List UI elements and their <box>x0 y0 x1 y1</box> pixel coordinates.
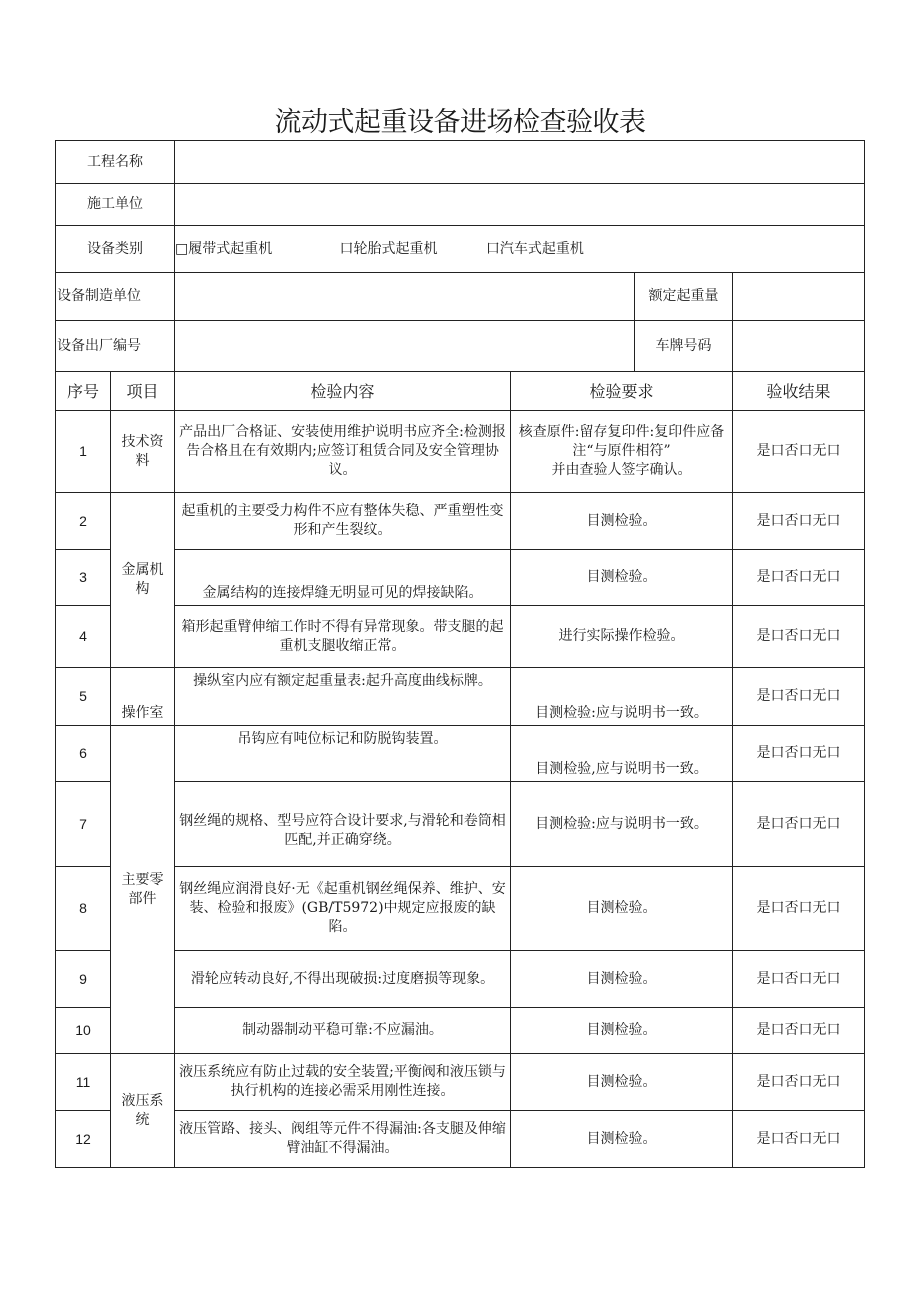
construction-unit-row <box>56 184 865 226</box>
row-content: 箱形起重臂伸缩工作时不得有异常现象。带支腿的起重机支腿收缩正常。 <box>175 606 511 668</box>
project-name-field[interactable] <box>175 141 865 184</box>
wheel-crane-checkbox[interactable]: 口轮胎式起重机 <box>339 240 438 257</box>
serial-field[interactable] <box>175 321 635 372</box>
row-requirement: 目测检验。 <box>511 951 733 1008</box>
row-result[interactable]: 是口否口无口 <box>733 411 865 493</box>
row-result[interactable]: 是口否口无口 <box>733 1111 865 1168</box>
header-content: 检验内容 <box>175 372 511 411</box>
table-header <box>56 372 865 411</box>
row-content: 滑轮应转动良好,不得出现破损:过度磨损等现象。 <box>175 951 511 1008</box>
row-result[interactable]: 是口否口无口 <box>733 1054 865 1111</box>
group-metal: 金属机构 <box>111 493 175 668</box>
requirement-line-1: 核查原件:留存复印件:复印件应备注“与原件相符” <box>518 424 725 459</box>
row-number: 2 <box>56 493 111 550</box>
page-title: 流动式起重设备进场检查验收表 <box>274 107 646 138</box>
row-result[interactable]: 是口否口无口 <box>733 668 865 726</box>
row-requirement: 目测检验。 <box>511 867 733 951</box>
row-content: 钢丝绳的规格、型号应符合设计要求,与滑轮和卷筒相匹配,并正确穿绕。 <box>175 782 511 867</box>
equipment-type-label: 设备类别 <box>56 226 175 273</box>
header-item: 项目 <box>111 372 175 411</box>
row-requirement: 目测检验:应与说明书一致。 <box>511 668 733 726</box>
table-row <box>56 726 865 782</box>
table-row <box>56 493 865 550</box>
row-result[interactable]: 是口否口无口 <box>733 782 865 867</box>
row-number: 9 <box>56 951 111 1008</box>
row-number: 6 <box>56 726 111 782</box>
row-number: 11 <box>56 1054 111 1111</box>
row-content: 操纵室内应有额定起重量表:起升高度曲线标牌。 <box>175 668 511 726</box>
row-result[interactable]: 是口否口无口 <box>733 1008 865 1054</box>
table-row <box>56 411 865 493</box>
table-row <box>56 668 865 726</box>
plate-field[interactable] <box>733 321 865 372</box>
group-parts: 主要零部件 <box>111 726 175 1054</box>
project-name-row <box>56 141 865 184</box>
table-row <box>56 550 865 606</box>
table-row <box>56 606 865 668</box>
header-result: 验收结果 <box>733 372 865 411</box>
table-row <box>56 951 865 1008</box>
serial-label: 设备出厂编号 <box>56 321 175 372</box>
row-number: 5 <box>56 668 111 726</box>
row-content: 金属结构的连接焊缝无明显可见的焊接缺陷。 <box>175 550 511 606</box>
row-number: 4 <box>56 606 111 668</box>
equipment-type-options <box>175 226 865 273</box>
inspection-table <box>55 140 865 1168</box>
row-requirement: 目测检验。 <box>511 1054 733 1111</box>
construction-unit-field[interactable] <box>175 184 865 226</box>
row-requirement: 目测检验。 <box>511 493 733 550</box>
header-requirement: 检验要求 <box>511 372 733 411</box>
table-row <box>56 1111 865 1168</box>
row-number: 3 <box>56 550 111 606</box>
requirement-line-2: 并由查验人签字确认。 <box>551 462 692 478</box>
row-requirement: 目测检验。 <box>511 1111 733 1168</box>
row-requirement: 目测检验。 <box>511 1008 733 1054</box>
group-tech: 技术资料 <box>111 411 175 493</box>
row-content: 制动器制动平稳可靠:不应漏油。 <box>175 1008 511 1054</box>
construction-unit-label: 施工单位 <box>56 184 175 226</box>
row-requirement: 目测检验。 <box>511 550 733 606</box>
row-result[interactable]: 是口否口无口 <box>733 606 865 668</box>
row-result[interactable]: 是口否口无口 <box>733 951 865 1008</box>
row-result[interactable]: 是口否口无口 <box>733 550 865 606</box>
project-name-label: 工程名称 <box>56 141 175 184</box>
plate-label: 车牌号码 <box>635 321 733 372</box>
table-row <box>56 1054 865 1111</box>
row-number: 12 <box>56 1111 111 1168</box>
row-content: 产品出厂合格证、安装使用维护说明书应齐全:检测报告合格且在有效期内;应签订租赁合同及安全管理协议。 <box>175 411 511 493</box>
table-row <box>56 782 865 867</box>
manufacturer-field[interactable] <box>175 273 635 321</box>
manufacturer-label: 设备制造单位 <box>56 273 175 321</box>
row-content: 起重机的主要受力构件不应有整体失稳、严重塑性变形和产生裂纹。 <box>175 493 511 550</box>
row-requirement: 进行实际操作检验。 <box>511 606 733 668</box>
row-requirement: 目测检验:应与说明书一致。 <box>511 782 733 867</box>
group-cabin: 操作室 <box>111 668 175 726</box>
serial-row <box>56 321 865 372</box>
row-result[interactable]: 是口否口无口 <box>733 493 865 550</box>
rated-load-label: 额定起重量 <box>635 273 733 321</box>
truck-crane-checkbox[interactable]: 口汽车式起重机 <box>485 240 584 257</box>
row-number: 7 <box>56 782 111 867</box>
table-row <box>56 867 865 951</box>
row-content: 钢丝绳应润滑良好·无《起重机钢丝绳保养、维护、安装、检验和报废》(GB/T5972)中规定应报废的缺陷。 <box>175 867 511 951</box>
row-requirement: 目测检验,应与说明书一致。 <box>511 726 733 782</box>
row-content: 液压系统应有防止过载的安全装置;平衡阀和液压锁与执行机构的连接必需采用刚性连接。 <box>175 1054 511 1111</box>
row-content: 吊钩应有吨位标记和防脱钩装置。 <box>175 726 511 782</box>
header-no: 序号 <box>56 372 111 411</box>
row-content: 液压管路、接头、阀组等元件不得漏油:各支腿及伸缩臂油缸不得漏油。 <box>175 1111 511 1168</box>
row-number: 8 <box>56 867 111 951</box>
row-number: 10 <box>56 1008 111 1054</box>
table-row <box>56 1008 865 1054</box>
row-result[interactable]: 是口否口无口 <box>733 726 865 782</box>
equipment-type-row <box>56 226 865 273</box>
row-result[interactable]: 是口否口无口 <box>733 867 865 951</box>
row-requirement <box>511 411 733 493</box>
manufacturer-row <box>56 273 865 321</box>
row-number: 1 <box>56 411 111 493</box>
rated-load-field[interactable] <box>733 273 865 321</box>
group-hydraulic: 液压系统 <box>111 1054 175 1168</box>
crawler-crane-checkbox[interactable]: □履带式起重机 <box>175 240 273 257</box>
